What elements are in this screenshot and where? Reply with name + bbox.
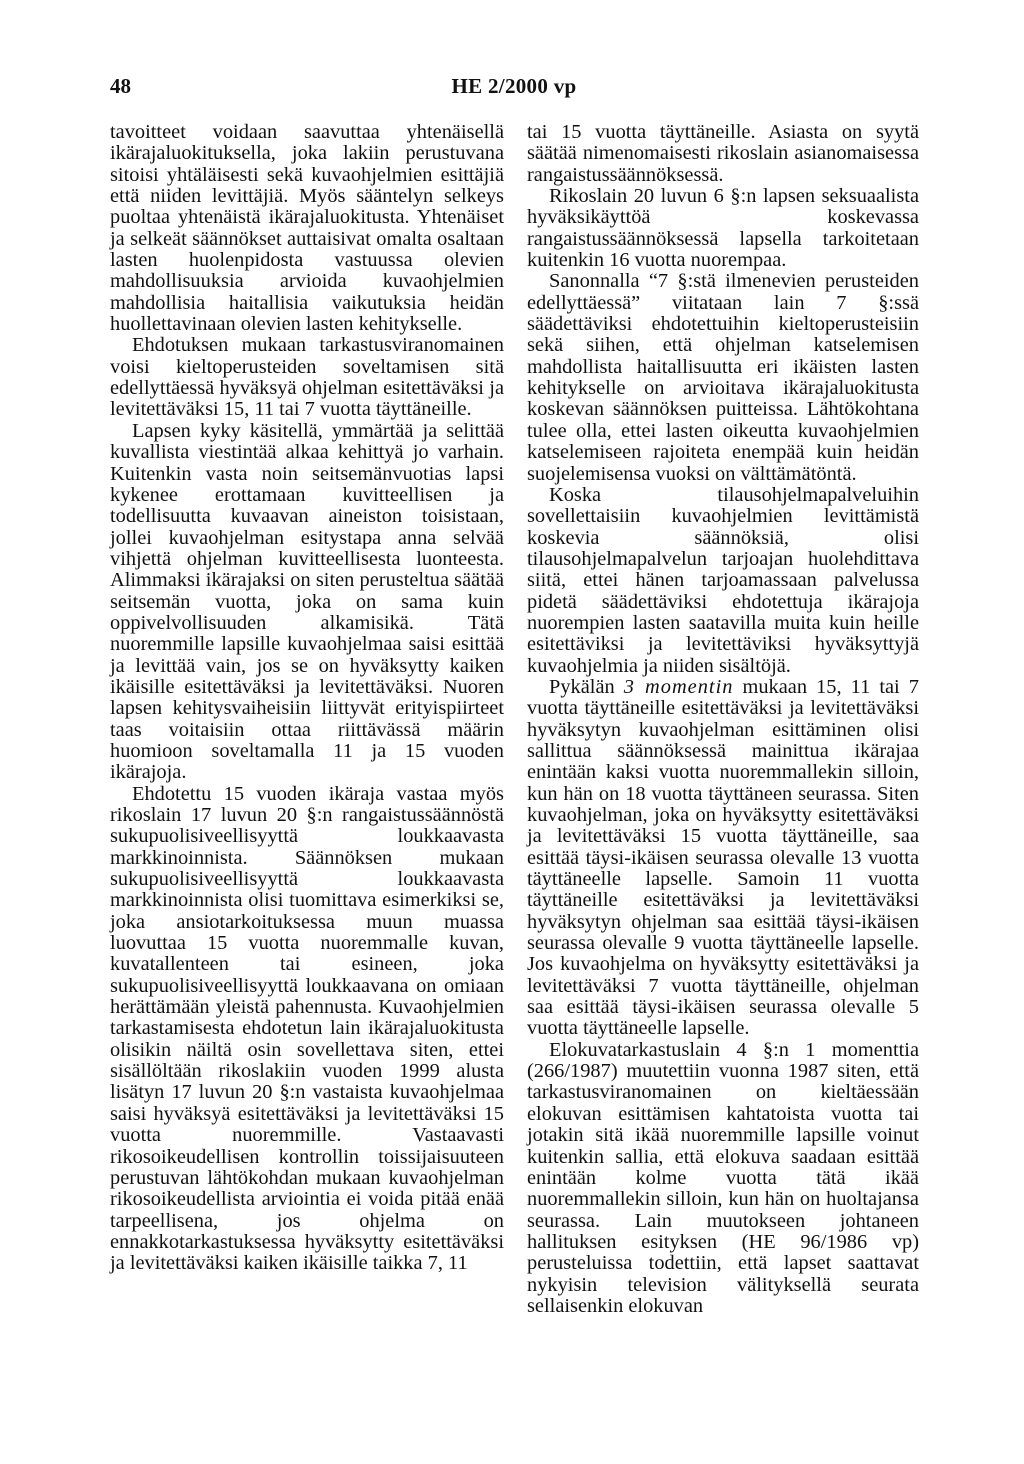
emphasized-term: 3 momentin [623, 675, 734, 698]
paragraph: Lapsen kyky käsitellä, ymmärtää ja selittää kuvallista viestintää alkaa kehittyä jo varhain. Kuitenkin vasta noin seitsemänvuotias lapsi kykenee erottamaan kuvitteellisen ja todellisuutta kuvaavan aineiston toisistaan, jollei kuvaohjelman esitystapa anna selvää vihjettä ohjelman kuvitteellisesta luonteesta. Alimmaksi ikärajaksi on siten perusteltua säätää seitsemän vuotta, joka on sama kuin oppivelvollisuuden alkamisikä. Tätä nuoremmille lapsille kuvaohjelmaa saisi esittää ja levittää vain, jos se on hyväksytty kaiken ikäisille esitettäväksi ja levitettäväksi. Nuoren lapsen kehitysvaiheisiin liittyvät erityispiirteet taas voitaisiin ottaa riittävässä määrin huomioon soveltamalla 11 ja 15 vuoden ikärajoja. [110, 419, 504, 784]
paragraph-prefix: Pykälän [549, 675, 615, 698]
page-number: 48 [110, 74, 131, 98]
paragraph: Rikoslain 20 luvun 6 §:n lapsen seksuaalista hyväksikäyttöä koskevassa rangaistussäännöksessä lapsella tarkoitetaan kuitenkin 16 vuotta nuorempaa. [527, 185, 919, 272]
paragraph-body: mukaan 15, 11 tai 7 vuotta täyttäneille esitettäväksi ja levitettäväksi hyväksytyn kuvaohjelman esittäminen olisi sallittua säännöksessä mainittua ikärajaa enintään kaksi vuotta nuoremmallekin silloin, kun hän on 18 vuotta täyttäneen seurassa. Siten kuvaohjelman, joka on hyväksytty esitettäväksi ja levitettäväksi 15 vuotta täyttäneille, saa esittää täysi-ikäisen seurassa olevalle 13 vuotta täyttäneelle lapselle. Samoin 11 vuotta täyttäneille esitettäväksi ja levitettäväksi hyväksytyn ohjelman saa esittää täysi-ikäisen seurassa olevalle 9 vuotta täyttäneelle lapselle. Jos kuvaohjelma on hyväksytty esitettäväksi ja levitettäväksi 7 vuotta täyttäneille, ohjelman saa esittää täysi-ikäisen seurassa olevalle 5 vuotta täyttäneelle lapselle. [527, 675, 919, 1040]
paragraph [527, 677, 919, 1040]
paragraph: Ehdotuksen mukaan tarkastusviranomainen voisi kieltoperusteiden soveltamisen sitä edellyttäessä hyväksyä ohjelman esitettäväksi ja levitettäväksi 15, 11 tai 7 vuotta täyttäneille. [110, 334, 504, 421]
right-column [527, 122, 919, 1317]
page-header [110, 74, 918, 104]
paragraph: Elokuvatarkastuslain 4 §:n 1 momenttia (266/1987) muutettiin vuonna 1987 siten, että tarkastusviranomainen on kieltäessään elokuvan esittämisen kahtatoista vuotta tai jotakin sitä ikää nuoremmille lapsille voinut kuitenkin sallia, että elokuva saadaan esittää enintään kolme vuotta tätä ikää nuoremmallekin silloin, kun hän on huoltajansa seurassa. Lain muutokseen johtaneen hallituksen esityksen (HE 96/1986 vp) perusteluissa todettiin, että lapset saattavat nykyisin television välityksellä seurata sellaisenkin elokuvan [527, 1038, 919, 1317]
left-column [110, 122, 504, 1275]
paragraph: Koska tilausohjelmapalveluihin sovellettaisiin kuvaohjelmien levittämistä koskevia säännöksiä, olisi tilausohjelmapalvelun tarjoajan huolehdittava siitä, ettei hänen tarjoamassaan palvelussa pidetä säädettäviksi ehdotettuja ikärajoja nuorempien lasten saatavilla muita kuin heille esitettäviksi ja levitettäviksi hyväksyttyjä kuvaohjelmia ja niiden sisältöjä. [527, 483, 919, 677]
document-id: HE 2/2000 vp [451, 74, 577, 98]
paragraph: Ehdotettu 15 vuoden ikäraja vastaa myös rikoslain 17 luvun 20 §:n rangaistussäännöstä sukupuolisiveellisyyttä loukkaavasta markkinoinnista. Säännöksen mukaan sukupuolisiveellisyyttä loukkaavasta markkinoinnista olisi tuomittava esimerkiksi se, joka ansiotarkoituksessa muun muassa luovuttaa 15 vuotta nuoremmalle kuvan, kuvatallenteen tai esineen, joka sukupuolisiveellisyyttä loukkaavana on omiaan herättämään yleistä pahennusta. Kuvaohjelmien tarkastamisesta ehdotetun lain ikärajaluokitusta olisikin näiltä osin sovellettava siten, ettei sisällöltään rikoslakiin vuoden 1999 alusta lisätyn 17 luvun 20 §:n vastaista kuvaohjelmaa saisi hyväksyä esitettäväksi ja levitettäväksi 15 vuotta nuoremmille. Vastaavasti rikosoikeudellisen kontrollin toissijaisuuteen perustuvan lähtökohdan mukaan kuvaohjelman rikosoikeudellista arviointia ei voida pitää enää tarpeellisena, jos ohjelma on ennakkotarkastuksessa hyväksytty esitettäväksi ja levitettäväksi kaiken ikäisille taikka 7, 11 [110, 782, 504, 1275]
paragraph: tai 15 vuotta täyttäneille. Asiasta on syytä säätää nimenomaisesti rikoslain asianomaisessa rangaistussäännöksessä. [527, 121, 919, 186]
paragraph: Sanonnalla “7 §:stä ilmenevien perusteiden edellyttäessä” viitataan lain 7 §:ssä säädettäviksi ehdotettuihin kieltoperusteisiin sekä siihen, että ohjelman katselemisen mahdollista haitallisuutta eri ikäisten lasten kehitykselle on arvioitava ikärajaluokitusta koskevan säännöksen puitteissa. Lähtökohtana tulee olla, ettei lasten oikeutta kuvaohjelmien katselemiseen rajoiteta enempää kuin heidän suojelemisensa vuoksi on välttämätöntä. [527, 270, 919, 485]
paragraph: tavoitteet voidaan saavuttaa yhtenäisellä ikärajaluokituksella, joka lakiin perustuvana sitoisi yhtäläisesti sekä kuvaohjelmien esittäjiä että niiden levittäjiä. Myös sääntelyn selkeys puoltaa yhtenäistä ikärajaluokitusta. Yhtenäiset ja selkeät säännökset auttaisivat omalta osaltaan lasten huolenpidosta vastuussa olevien mahdollisuuksia arvioida kuvaohjelmien mahdollisia haitallisia vaikutuksia heidän huollettavinaan olevien lasten kehitykselle. [110, 121, 504, 336]
